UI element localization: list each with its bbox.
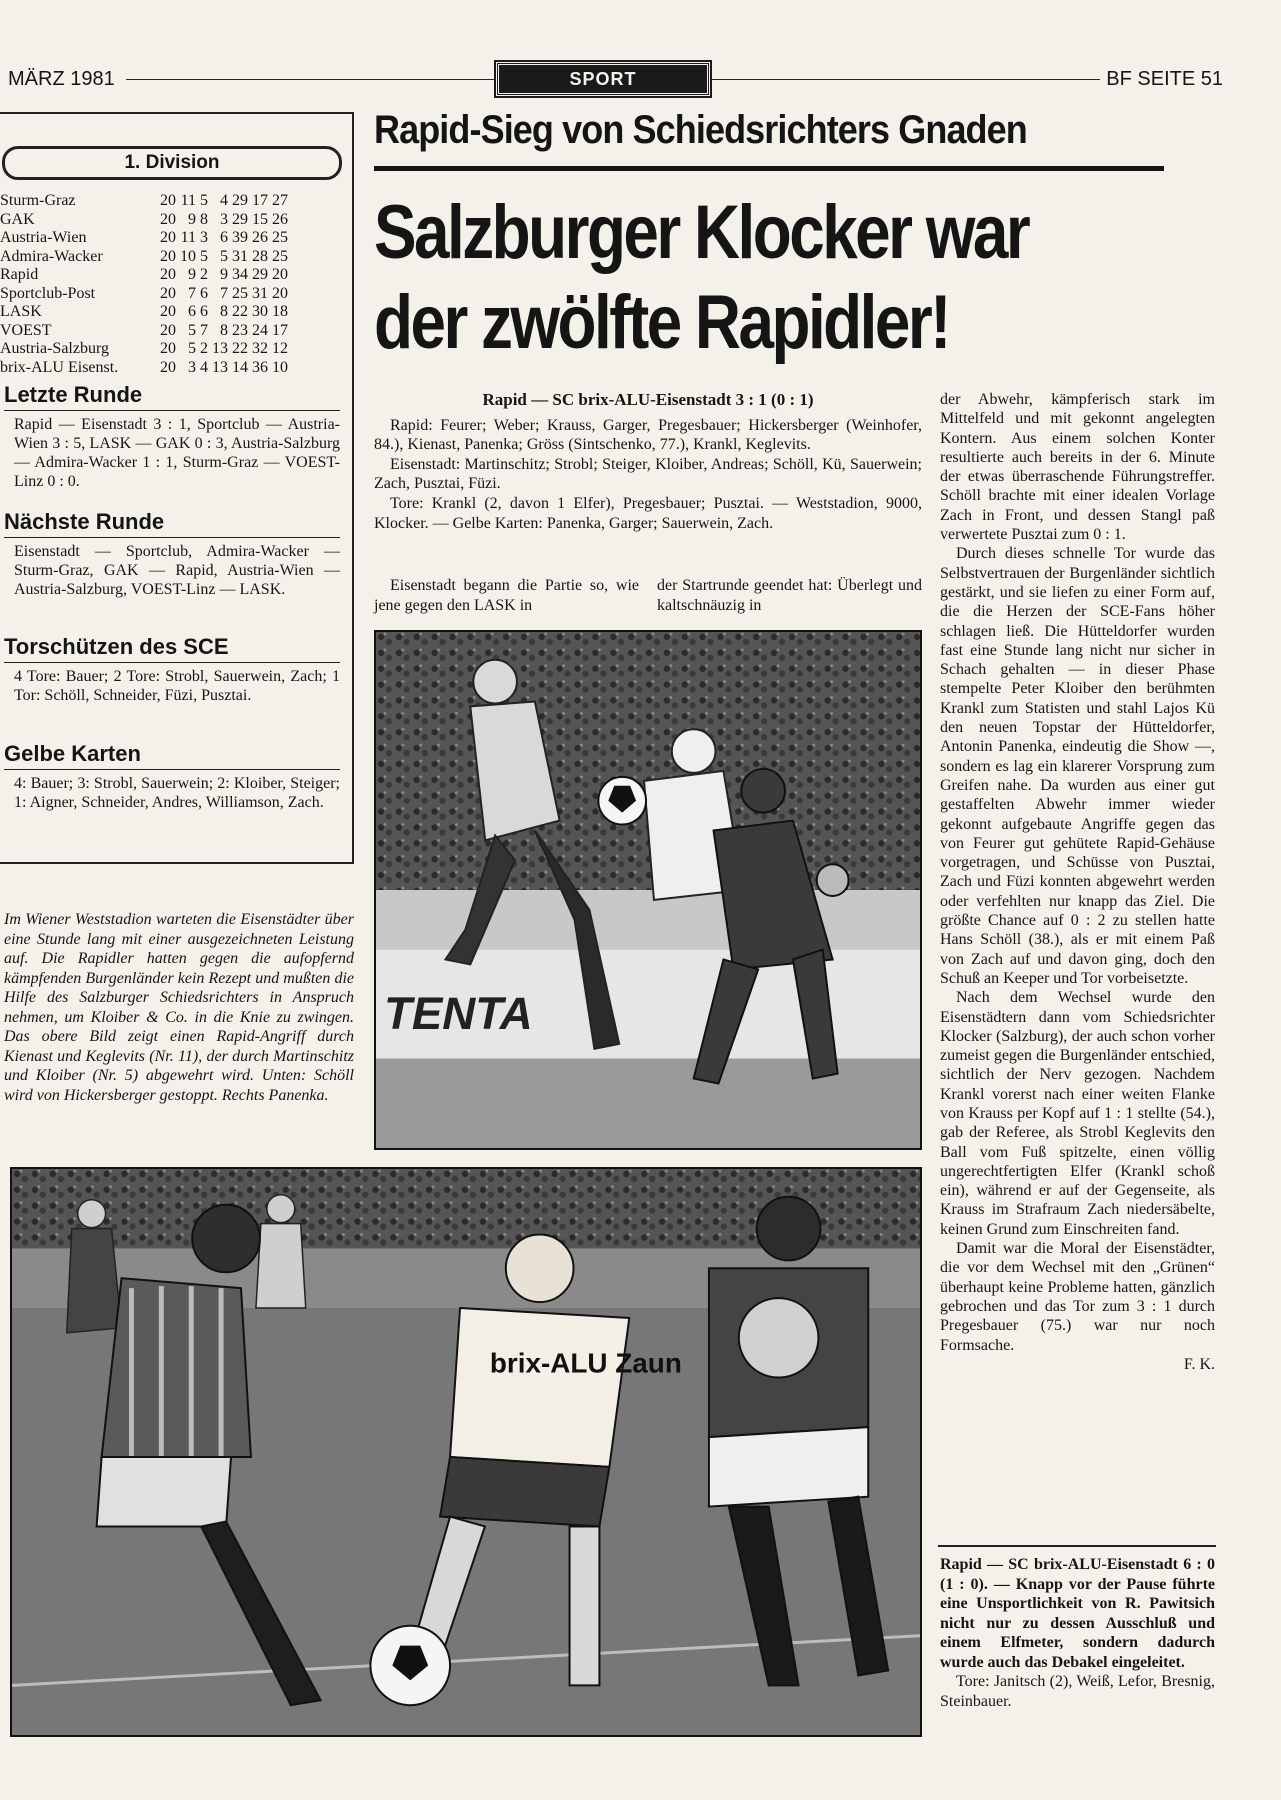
stat-cell: 4 (200, 358, 208, 376)
main-headline: Salzburger Klocker war der zwölfte Rapidler! (374, 190, 1029, 365)
stat-cell: 10 (272, 358, 288, 376)
stat-cell: 29 (252, 266, 268, 283)
yellow-cards-text: 4: Bauer; 3: Strobl, Sauerwein; 2: Kloiber, Steiger; 1: Aigner, Schneider, Andres, Williamson, Zach. (14, 775, 340, 811)
stat-cell: 20 (160, 247, 176, 265)
stat-cell: 7 (220, 284, 228, 302)
team-name: Austria-Wien (0, 229, 87, 246)
standings-row (0, 285, 288, 304)
page-number: BF SEITE 51 (1106, 68, 1223, 90)
team-name: Sturm-Graz (0, 192, 76, 209)
standings-row (0, 303, 288, 322)
last-round-text: Rapid — Eisenstadt 3 : 1, Sportclub — Austria-Wien 3 : 5, LASK — GAK 0 : 3, Austria-Salzburg — Admira-Wacker 1 : 1, Sturm-Graz — VOEST-Linz 0 : 0. (14, 416, 340, 490)
stat-cell: 10 (180, 247, 196, 265)
team-name: Sportclub-Post (0, 284, 96, 302)
stat-cell: 6 (200, 284, 208, 302)
team-name: Rapid (0, 266, 39, 283)
stat-cell: 20 (160, 340, 176, 357)
next-round-section (4, 509, 340, 599)
stat-cell: 15 (252, 210, 268, 228)
stat-cell: 13 (212, 340, 228, 357)
stat-cell: 4 (220, 192, 228, 209)
stat-cell: 20 (160, 358, 176, 376)
stat-cell: 7 (200, 321, 208, 339)
last-round-section (4, 382, 340, 491)
team-name: VOEST (0, 321, 52, 339)
scorers-section (4, 634, 340, 705)
photo-caption: Im Wiener Weststadion warteten die Eisenstädter über eine Stunde lang mit einer ausgezeichneten Leistung auf. Die Rapidler hatten gegen die aufopfernd kämpfenden Burgenländer kein Rezept und mußten die Hilfe des Salzburger Schiedsrichters in Anspruch nehmen, um Kloiber & Co. in die Knie zu zwingen. Das obere Bild zeigt einen Rapid-Angriff durch Kienast und Keglevits (Nr. 11), der durch Martinschitz und Kloiber (Nr. 5) abgewehrt wird. Unten: Schöll wird von Hickersberger gestoppt. Rechts Panenka. (4, 911, 354, 1104)
second-match-text: Rapid — SC brix-ALU-Eisenstadt 6 : 0 (1 : 0). — Knapp vor der Pause führte eine Unsportlichkeit von R. Pawitsich nicht nur zu dessen Ausschluß und einem Elfmeter, sondern dadurch wurde auch das Debakel eingeleitet. (940, 1556, 1215, 1671)
stat-cell: 22 (232, 303, 248, 320)
stat-cell: 9 (220, 266, 228, 283)
standings-row (0, 359, 288, 378)
standings-row (0, 322, 288, 341)
header-rule-right (710, 79, 1100, 80)
stat-cell: 8 (200, 210, 208, 228)
stat-cell: 6 (188, 303, 196, 320)
stat-cell: 9 (188, 266, 196, 283)
column-separator (938, 1545, 1216, 1547)
stat-cell: 20 (160, 229, 176, 246)
scorers-title: Torschützen des SCE (4, 634, 340, 663)
stat-cell: 17 (272, 321, 288, 339)
lineup-eisenstadt: Eisenstadt: Martinschitz; Strobl; Steiger, Kloiber, Andreas; Schöll, Kü, Sauerwein; Zach, Pusztai, Füzi. (374, 455, 922, 493)
lineup-goals: Tore: Krankl (2, davon 1 Elfer), Pregesbauer; Pusztai. — Weststadion, 9000, Klocker. — Gelbe Karten: Panenka, Garger; Sauerwein, Zach. (374, 494, 922, 532)
league-box (0, 112, 354, 864)
stat-cell: 31 (252, 284, 268, 302)
standings-row (0, 192, 288, 211)
stat-cell: 24 (252, 321, 268, 339)
stat-cell: 13 (212, 358, 228, 376)
standings-row (0, 340, 288, 359)
stat-cell: 12 (272, 340, 288, 357)
stat-cell: 11 (180, 229, 196, 246)
stat-cell: 36 (252, 358, 268, 376)
article-paragraph: Damit war die Moral der Eisenstädter, die vor dem Wechsel mit den „Grünen“ überhaupt keine Probleme hatten, gänzlich gebrochen und das Tor zum 3 : 1 durch Pregesbauer (75.) war nur noch Formsache. (940, 1240, 1215, 1354)
stat-cell: 6 (200, 303, 208, 320)
stadium-banner-text: TENTA (383, 987, 533, 1039)
lineup-block (374, 390, 922, 533)
team-name: brix-ALU Eisenst. (0, 358, 119, 376)
stat-cell: 9 (188, 210, 196, 228)
article-intro-right: der Startrunde geendet hat: Überlegt und kaltschnäuzig in (657, 577, 922, 614)
shirt-sponsor-text: brix-ALU Zaun (489, 1347, 682, 1379)
stat-cell: 31 (232, 247, 248, 265)
match-photo-bottom (10, 1167, 922, 1737)
team-name: Austria-Salzburg (0, 340, 110, 357)
stat-cell: 20 (160, 303, 176, 320)
stat-cell: 2 (200, 266, 208, 283)
stat-cell: 25 (272, 247, 288, 265)
stat-cell: 6 (220, 229, 228, 246)
stat-cell: 34 (232, 266, 248, 283)
photo-illustration-top (376, 632, 920, 1148)
stat-cell: 20 (160, 210, 176, 228)
stat-cell: 28 (252, 247, 268, 265)
standings-row (0, 248, 288, 267)
yellow-cards-section (4, 741, 340, 812)
stat-cell: 26 (252, 229, 268, 246)
stat-cell: 20 (160, 266, 176, 283)
stat-cell: 29 (232, 192, 248, 209)
next-round-text: Eisenstadt — Sportclub, Admira-Wacker — Sturm-Graz, GAK — Rapid, Austria-Wien — Austria-Salzburg, VOEST-Linz — LASK. (14, 543, 340, 598)
stat-cell: 29 (232, 210, 248, 228)
stat-cell: 27 (272, 192, 288, 209)
stat-cell: 11 (180, 192, 196, 209)
stat-cell: 25 (232, 284, 248, 302)
author-signature: F. K. (1183, 1355, 1215, 1373)
stat-cell: 20 (272, 284, 288, 302)
stat-cell: 32 (252, 340, 268, 357)
match-result-title: Rapid — SC brix-ALU-Eisenstadt 3 : 1 (0 : 1) (482, 390, 814, 409)
stat-cell: 25 (272, 229, 288, 246)
stat-cell: 18 (272, 303, 288, 320)
photo-illustration-bottom (12, 1169, 920, 1735)
article-paragraph: Nach dem Wechsel wurde den Eisenstädtern dann vom Schiedsrichter Klocker (Salzburg), der auch schon vorher zumeist gegen die Burgenländer entschied, sichtlich der Nerv gezogen. Nachdem Krankl vorerst nach einer weiten Flanke von Krauss per Kopf auf 1 : 1 stellte (54.), gab der Referee, als Strobl Keglevits den Ball vom Fuß spitzelte, einen völlig ungerechtfertigten Elfer (Krankl schoß ein), während er auf der Gegenseite, als Krauss im Strafraum Zach niedersäbelte, keinen Grund zum Einschreiten fand. (940, 989, 1215, 1238)
stat-cell: 26 (272, 210, 288, 228)
standings-row (0, 211, 288, 230)
article-body-right (940, 390, 1215, 1374)
stat-cell: 5 (200, 192, 208, 209)
stat-cell: 5 (188, 340, 196, 357)
standings-row (0, 229, 288, 248)
next-round-title: Nächste Runde (4, 509, 340, 538)
stat-cell: 7 (188, 284, 196, 302)
article-paragraph: der Abwehr, kämpferisch stark im Mittelfeld und mit gekonnt angelegten Kontern. Aus einem solchen Konter resultierte auch bereits in der 6. Minute der etwas überraschende Führungstreffer. Schöll brachte mit einer idealen Vorlage Zach in Front, und dessen Stangl paß verwertete Pusztai zum 0 : 1. (940, 391, 1215, 544)
lineup-rapid: Rapid: Feurer; Weber; Krauss, Garger, Pregesbauer; Hickersberger (Weinhofer, 84.), Kienast, Panenka; Gröss (Sintschenko, 77.), Krankl, Keglevits. (374, 416, 922, 454)
stat-cell: 3 (200, 229, 208, 246)
stat-cell: 30 (252, 303, 268, 320)
stat-cell: 8 (220, 321, 228, 339)
stat-cell: 39 (232, 229, 248, 246)
team-name: GAK (0, 210, 35, 228)
stat-cell: 2 (200, 340, 208, 357)
stat-cell: 5 (220, 247, 228, 265)
second-match-goals: Tore: Janitsch (2), Weiß, Lefor, Bresnig, Steinbauer. (940, 1673, 1215, 1710)
standings-table (0, 192, 288, 377)
issue-date: MÄRZ 1981 (8, 68, 115, 90)
kicker-rule (374, 166, 1164, 171)
yellow-cards-title: Gelbe Karten (4, 741, 340, 770)
stat-cell: 3 (220, 210, 228, 228)
second-match-report (940, 1555, 1215, 1711)
stat-cell: 20 (160, 192, 176, 209)
stat-cell: 22 (232, 340, 248, 357)
division-title: 1. Division (2, 146, 342, 180)
kicker-headline: Rapid-Sieg von Schiedsrichters Gnaden (374, 108, 1027, 152)
match-photo-top (374, 630, 922, 1150)
stat-cell: 20 (272, 266, 288, 283)
stat-cell: 20 (160, 284, 176, 302)
scorers-text: 4 Tore: Bauer; 2 Tore: Strobl, Sauerwein, Zach; 1 Tor: Schöll, Schneider, Füzi, Pusztai. (14, 668, 340, 704)
article-paragraph: Durch dieses schnelle Tor wurde das Selbstvertrauen der Burgenländer sichtlich gestärkt, und sie liefen zu einer Form auf, die die Herzen der SCE-Fans höher schlagen ließ. Die Hütteldorfer wurden fast eine Stunde lang nicht nur sicher in Schach gehalten — in dieser Phase stempelte Peter Kloiber den berühmten Krankl zum Statisten und stahl Lajos Kü den neuen Topstar der Hütteldorfer, Antonin Panenka, eindeutig die Show —, sondern es lag ein klarerer Vorsprung zum Greifen nahe. Da wurden aus einer gut gestaffelten Abwehr immer wieder gekonnt aufgebaute Angriffe gegen das von Feurer gut gehütete Rapid-Gehäuse vorgetragen, und Schüsse von Pusztai, Zach und Füzi konnten abgewehrt werden oder verfehlten nur knapp das Ziel. Die größte Chance auf 0 : 2 zu stellen hatte Hans Schöll (38.), als er mit einem Paß von Zach auf und davon ging, doch den Schuß an Keeper und Tor vorbeisetzte. (940, 545, 1215, 987)
stat-cell: 23 (232, 321, 248, 339)
stat-cell: 5 (188, 321, 196, 339)
stat-cell: 17 (252, 192, 268, 209)
stat-cell: 20 (160, 321, 176, 339)
stat-cell: 3 (188, 358, 196, 376)
stat-cell: 5 (200, 247, 208, 265)
article-intro-left: Eisenstadt begann die Partie so, wie jene gegen den LASK in (374, 577, 639, 614)
stat-cell: 14 (232, 358, 248, 376)
last-round-title: Letzte Runde (4, 382, 340, 411)
header-rule-left (126, 79, 496, 80)
page-header (8, 62, 1223, 98)
team-name: Admira-Wacker (0, 247, 103, 265)
standings-row (0, 266, 288, 285)
stat-cell: 8 (220, 303, 228, 320)
section-label: SPORT (496, 62, 710, 96)
team-name: LASK (0, 303, 42, 320)
